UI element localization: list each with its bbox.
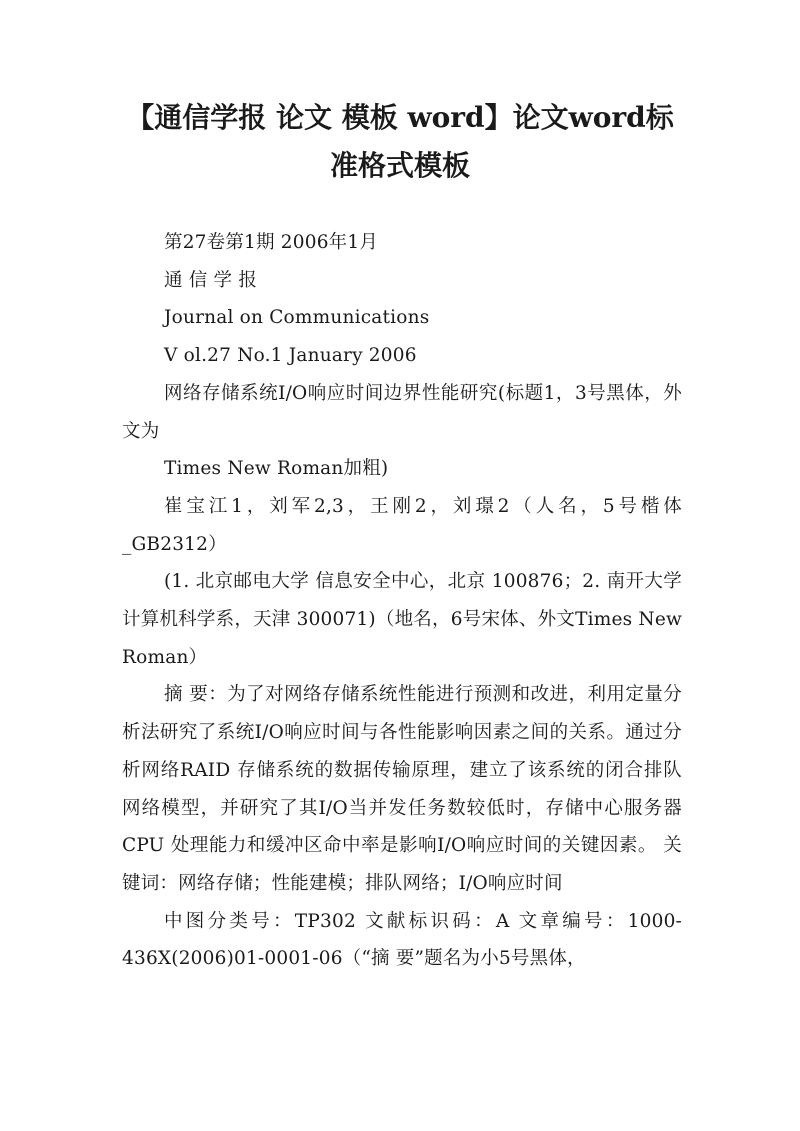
title-line-2: 准格式模板 — [329, 149, 470, 182]
volume-date-en: V ol.27 No.1 January 2006 — [164, 345, 417, 367]
document-title — [100, 94, 700, 190]
paper-title-line: 网络存储系统I/O响应时间边界性能研究(标题1，3号黑体，外文为 — [122, 382, 682, 442]
affiliations-line: (1. 北京邮电大学 信息安全中心，北京 100876；2. 南开大学 计算机科学系，天津 300071)（地名，6号宋体、外文Times New Roman） — [122, 571, 682, 668]
abstract-paragraph: 摘 要：为了对网络存储系统性能进行预测和改进，利用定量分析法研究了系统I/O响应时间与各性能影响因素之间的关系。通过分析网络RAID 存储系统的数据传输原理，建立了该系统的闭合排队网络模型，并研究了其I/O当并发任务数较低时，存储中心服务器CPU 处理能力和缓冲区命中率是影响I/O响应时间的关键因素。 关键词：网络存储；性能建模；排队网络；I/O响应时间 — [122, 684, 682, 894]
journal-name-en: Journal on Communications — [164, 307, 430, 329]
title-line-1: 【通信学报 论文 模板 word】论文word标 — [126, 101, 674, 134]
volume-issue-line: 第27卷第1期 2006年1月 — [164, 232, 379, 253]
document-body — [122, 224, 682, 978]
authors-line: 崔宝江1，刘军2,3，王刚2，刘璟2（人名，5号楷体_GB2312） — [122, 495, 682, 555]
journal-name-cn: 通 信 学 报 — [164, 269, 258, 291]
classification-line: 中图分类号：TP302 文献标识码：A 文章编号：1000-436X(2006)01-0001-06（“摘 要”题名为小5号黑体， — [122, 910, 682, 970]
paper-title-font-note: Times New Roman加粗) — [164, 458, 389, 480]
